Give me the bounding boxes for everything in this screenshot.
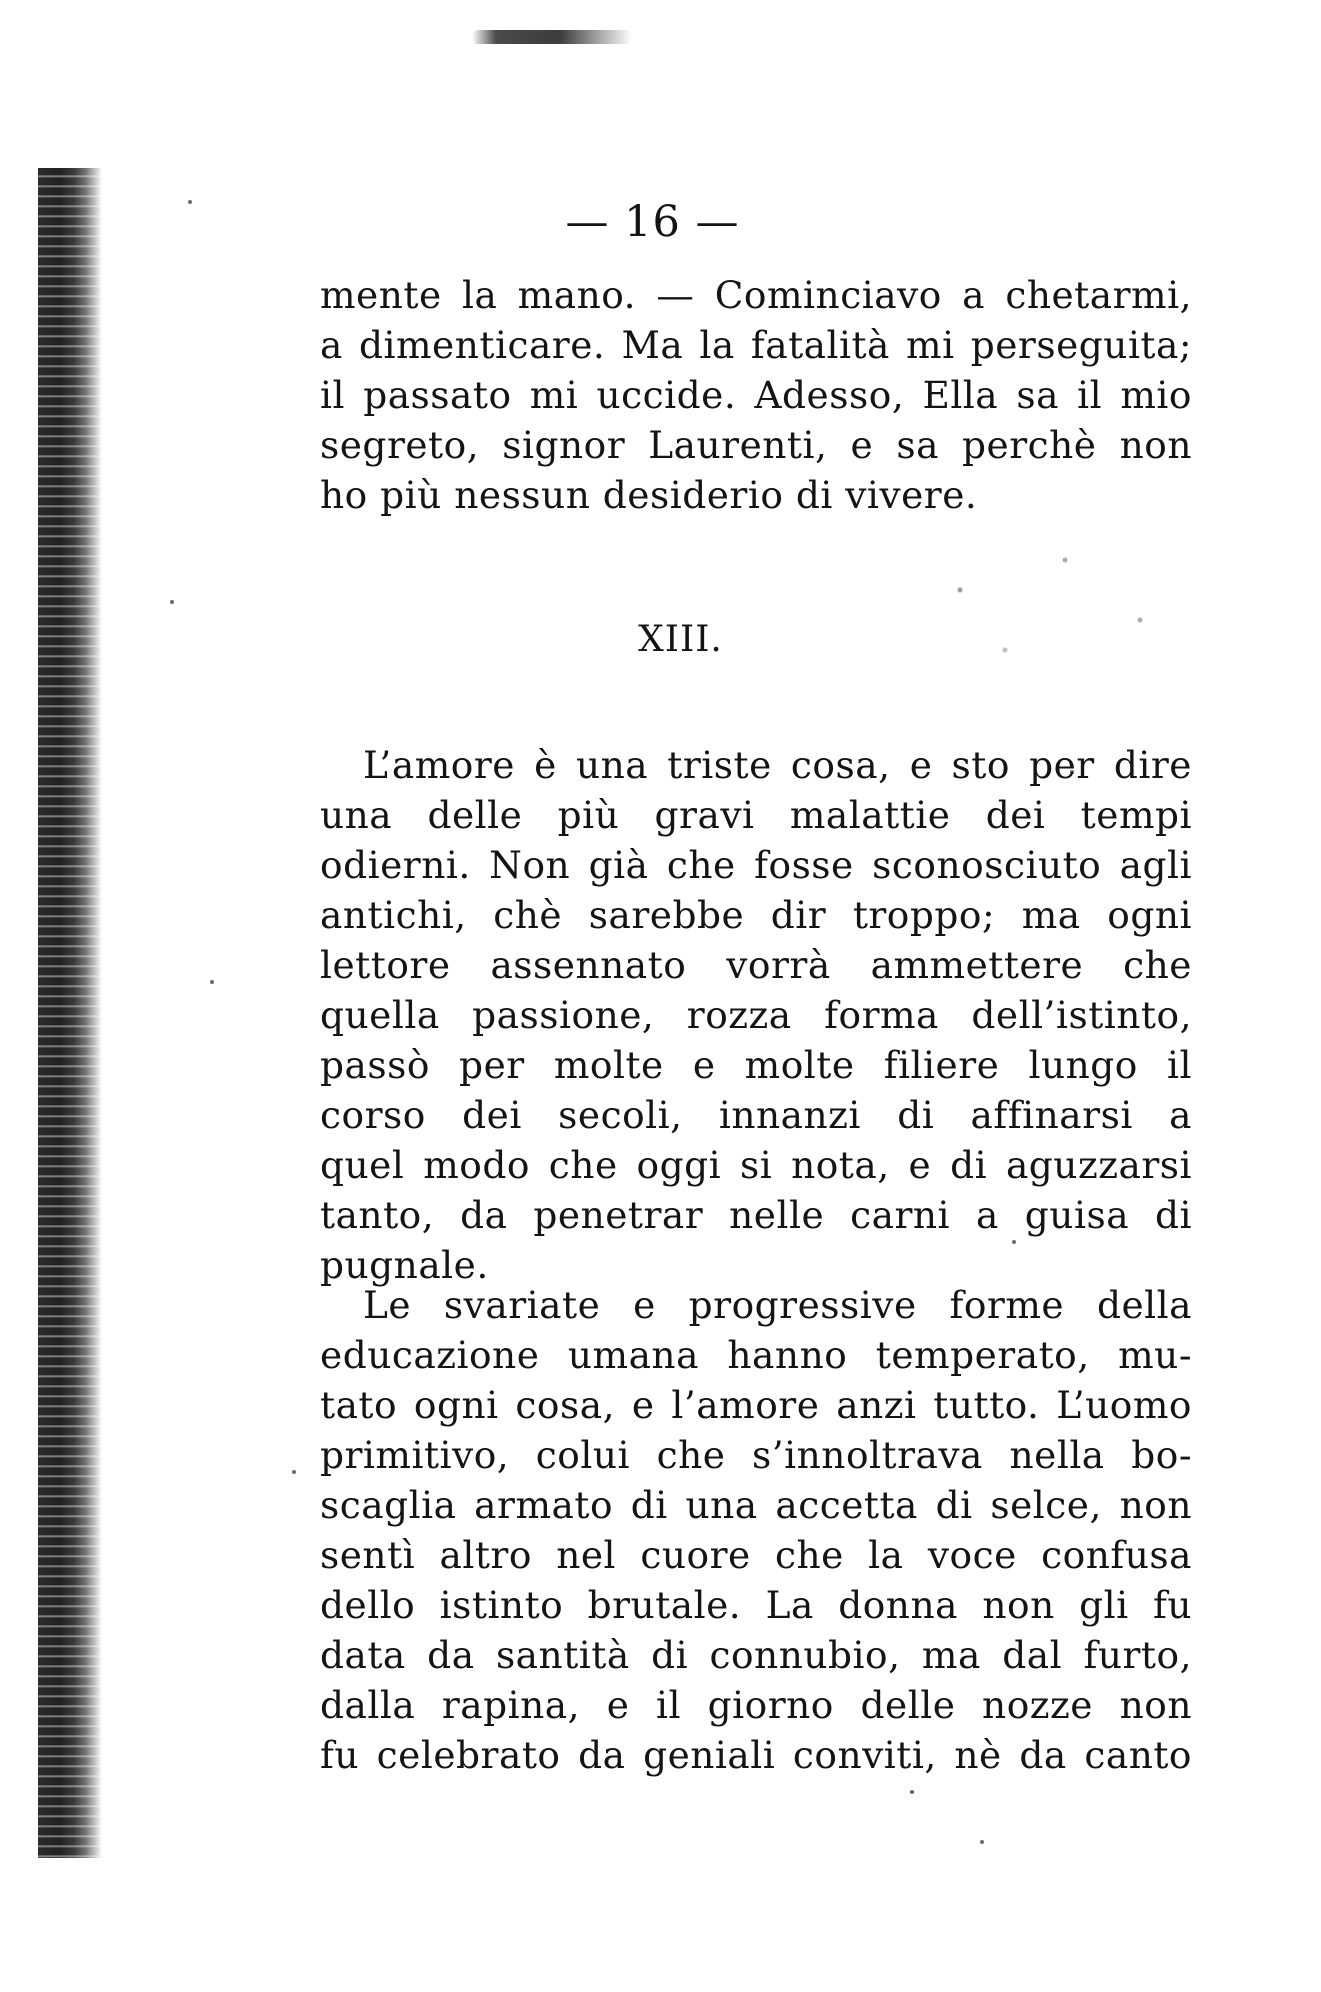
text-line: sentì altro nel cuore che la voce confusa: [320, 1533, 1192, 1577]
text-line: dalla rapina, e il giorno delle nozze non: [320, 1683, 1192, 1727]
scan-speck: [910, 1790, 914, 1794]
text-line: quel modo che oggi si nota, e di aguzzarsi: [320, 1143, 1192, 1187]
scan-speck: [170, 600, 174, 604]
text-line: tanto, da penetrar nelle carni a guisa di: [320, 1193, 1192, 1237]
text-line: una delle più gravi malattie dei tempi: [320, 793, 1192, 837]
text-line: L’amore è una triste cosa, e sto per dire: [363, 743, 1192, 787]
text-line: pugnale.: [320, 1243, 489, 1287]
text-line: ho più nessun desiderio di vivere.: [320, 473, 978, 517]
scan-speck: [980, 1840, 984, 1844]
text-line: corso dei secoli, innanzi di affinarsi a: [320, 1093, 1192, 1137]
text-line: antichi, chè sarebbe dir troppo; ma ogni: [320, 893, 1192, 937]
text-line: tato ogni cosa, e l’amore anzi tutto. L’uomo: [320, 1383, 1192, 1427]
text-line: mente la mano. — Cominciavo a chetarmi,: [320, 273, 1192, 317]
text-line: a dimenticare. Ma la fatalità mi perseguita;: [320, 323, 1192, 367]
scan-smudge: [472, 30, 632, 44]
scan-speck: [292, 1470, 296, 1474]
text-line: quella passione, rozza forma dell’istinto,: [320, 993, 1192, 1037]
page-number: — 16 —: [565, 197, 740, 247]
text-line: data da santità di connubio, ma dal furto,: [320, 1633, 1192, 1677]
text-line: il passato mi uccide. Adesso, Ella sa il mio: [320, 373, 1192, 417]
text-line: passò per molte e molte filiere lungo il: [320, 1043, 1192, 1087]
page-binding-edge: [38, 168, 102, 1858]
text-line: scaglia armato di una accetta di selce, non: [320, 1483, 1192, 1527]
text-line: segreto, signor Laurenti, e sa perchè non: [320, 423, 1192, 467]
text-line: primitivo, colui che s’innoltrava nella bo-: [320, 1433, 1192, 1477]
text-line: lettore assennato vorrà ammettere che: [320, 943, 1192, 987]
text-line: educazione umana hanno temperato, mu-: [320, 1333, 1192, 1377]
text-line: fu celebrato da geniali conviti, nè da canto: [320, 1733, 1192, 1777]
scan-speck: [210, 980, 214, 984]
text-line: Le svariate e progressive forme della: [363, 1283, 1192, 1327]
text-line: odierni. Non già che fosse sconosciuto agli: [320, 843, 1192, 887]
continued-paragraph: [320, 270, 1192, 520]
paragraph: [320, 740, 1192, 1290]
text-line: dello istinto brutale. La donna non gli fu: [320, 1583, 1192, 1627]
paragraph: [320, 1280, 1192, 1780]
chapter-heading: XIII.: [638, 619, 723, 660]
